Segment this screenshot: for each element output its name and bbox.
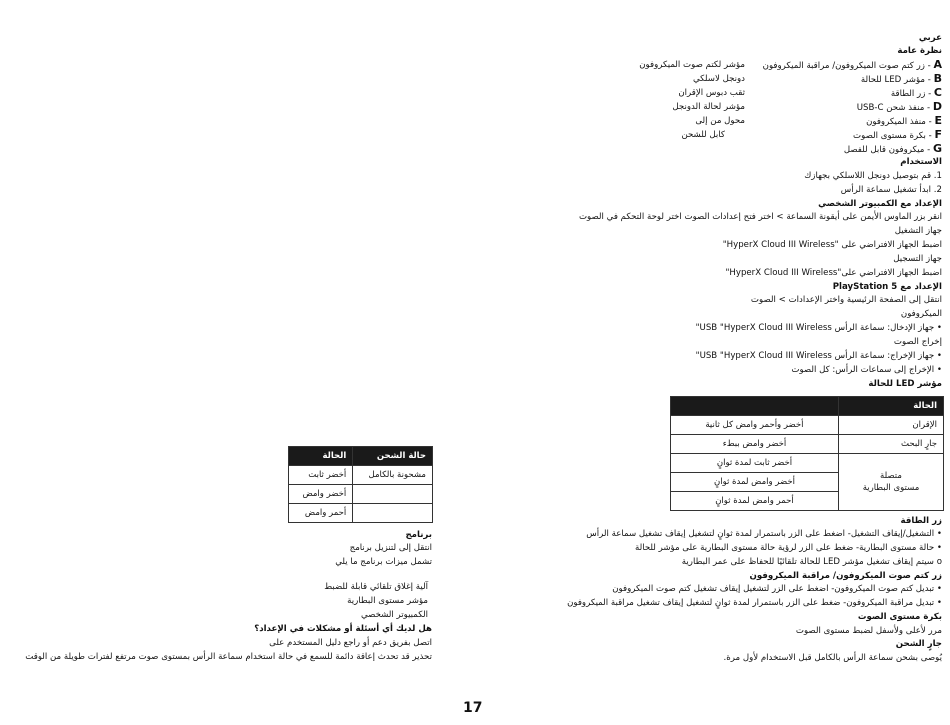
item-text: - منفذ الميكروفون <box>866 117 932 127</box>
mic-mute-heading: زر كتم صوت الميكروفون/ مراقبة الميكروفون <box>749 571 942 581</box>
pc-setup-line: جهاز التسجيل <box>893 254 942 264</box>
usage-step-1: 1. قم بتوصيل دونجل اللاسلكي بجهازك <box>804 171 942 181</box>
item-letter: A <box>933 58 942 71</box>
item-letter: B <box>933 72 942 85</box>
mic-mute-line: • تبديل كتم صوت الميكروفون- اضغط على الزر لتشغيل إيقاف تشغيل كتم صوت الميكروفون <box>612 584 942 594</box>
charge-state: أخضر ثابت <box>289 466 353 485</box>
item-letter: G <box>932 142 942 155</box>
warning-line: تحذير قد تحدث إعاقة دائمة للسمع في حالة استخدام سماعة الرأس بمستوى صوت مرتفع لفترات طويلة من الوقت <box>25 652 432 662</box>
overview-item-e <box>866 115 942 128</box>
led-heading: مؤشر LED للحالة <box>868 379 942 389</box>
ps5-setup-line: • الإخراج إلى سماعات الرأس: كل الصوت <box>791 365 942 375</box>
table-row <box>671 454 944 473</box>
overview-mid-line: كابل للشحن <box>681 130 725 140</box>
item-text: - منفذ شحن USB-C <box>856 103 931 113</box>
led-desc: أخضر وامض لمدة ثوانٍ <box>671 473 839 492</box>
led-desc: أخضر وامض ببطء <box>671 435 839 454</box>
ps5-setup-line: انتقل إلى الصفحة الرئيسية واختر الإعدادات > الصوت <box>750 295 942 305</box>
usage-heading: الاستخدام <box>900 157 942 167</box>
overview-item-f <box>853 129 942 142</box>
table-row <box>671 435 944 454</box>
item-text: - زر الطاقة <box>890 89 932 99</box>
overview-mid-line: محول من إلى <box>695 116 745 126</box>
software-line: تشمل ميزات برنامج ما يلي <box>335 557 432 567</box>
volume-wheel-line: مرر لأعلى ولأسفل لضبط مستوى الصوت <box>795 626 942 636</box>
item-text: - بكرة مستوى الصوت <box>853 131 932 141</box>
software-feature: آلية إغلاق تلقائي قابلة للضبط <box>324 582 428 592</box>
power-button-heading: زر الطاقة <box>900 516 942 526</box>
table-header-charge: حالة الشحن <box>353 447 433 466</box>
item-text: - مؤشر LED للحالة <box>860 75 931 85</box>
ps5-setup-line: الميكروفون <box>900 309 942 319</box>
led-state <box>838 454 943 511</box>
item-letter: C <box>933 86 942 99</box>
overview-mid-line: مؤشر لحالة الدونجل <box>672 102 745 112</box>
ps5-setup-line: • جهاز الإخراج: سماعة الرأس USB "HyperX Cloud III Wireless" <box>695 351 942 361</box>
power-line: • التشغيل/إيقاف التشغيل- اضغط على الزر باستمرار لمدة ثوانٍ لتشغيل إيقاف تشغيل سماعة الرأس <box>586 529 942 539</box>
item-text: - زر كتم صوت الميكروفون/ مراقبة الميكروفون <box>762 61 931 71</box>
pc-setup-line: جهاز التشغيل <box>894 226 942 236</box>
overview-mid-line: دونجل لاسلكي <box>692 74 745 84</box>
table-row <box>289 504 433 523</box>
overview-mid-line: ثقب دبوس الإقران <box>678 88 745 98</box>
help-heading: هل لديك أي أسئلة أو مشكلات في الإعداد؟ <box>254 624 432 634</box>
charge-value: مشحونة بالكامل <box>353 466 433 485</box>
overview-mid-line: مؤشر لكتم صوت الميكروفون <box>639 60 745 70</box>
led-state-battery: مستوى البطارية <box>862 483 920 493</box>
charge-state: أخضر وامض <box>289 485 353 504</box>
led-desc: أخضر ثابت لمدة ثوانٍ <box>671 454 839 473</box>
usage-step-2: 2. ابدأ تشغيل سماعة الرأس <box>840 185 942 195</box>
overview-heading: نظرة عامة <box>897 46 942 56</box>
charging-heading: جارٍ الشحن <box>895 639 942 649</box>
ps5-setup-heading: الإعداد مع PlayStation 5 <box>832 282 942 292</box>
ps5-setup-line: إخراج الصوت <box>893 337 942 347</box>
pc-setup-line: انقر بزر الماوس الأيمن على أيقونة السماعة > اختر فتح إعدادات الصوت اختر لوحة التحكم في الصوت <box>578 212 942 222</box>
pc-setup-line: اضبط الجهاز الافتراضي على "HyperX Cloud III Wireless" <box>722 240 942 250</box>
item-letter: D <box>932 100 942 113</box>
pc-setup-heading: الإعداد مع الكمبيوتر الشخصي <box>818 199 942 209</box>
power-line: • حالة مستوى البطارية- ضغط على الزر لرؤية حالة مستوى البطارية على مؤشر للحالة <box>634 543 942 553</box>
charge-value <box>353 485 433 504</box>
software-line: انتقل إلى لتنزيل برنامج <box>349 543 432 553</box>
overview-item-c <box>891 87 942 100</box>
table-header-row <box>289 447 433 466</box>
page-number: 17 <box>463 700 483 716</box>
led-status-table <box>670 396 944 511</box>
overview-item-g <box>844 143 942 156</box>
item-letter: F <box>934 128 942 141</box>
mic-mute-line: • تبديل مراقبة الميكروفون- ضغط على الزر باستمرار لمدة ثوانٍ لتشغيل إيقاف تشغيل مراقبة الميكروفون <box>567 598 942 608</box>
volume-wheel-heading: بكرة مستوى الصوت <box>857 612 942 622</box>
table-header-state: الحالة <box>838 397 943 416</box>
table-header-state: الحالة <box>289 447 353 466</box>
language-heading: عربي <box>918 33 942 43</box>
software-feature: الكمبيوتر الشخصي <box>360 610 428 620</box>
led-desc: أخضر وأحمر وامض كل ثانية <box>671 416 839 435</box>
software-heading: برنامج <box>405 530 432 540</box>
table-row <box>671 416 944 435</box>
pc-setup-line: اضبط الجهاز الافتراضي على"HyperX Cloud III Wireless" <box>725 268 942 278</box>
item-text: - ميكروفون قابل للفصل <box>843 145 931 155</box>
power-line: o سيتم إيقاف تشغيل مؤشر LED للحالة تلقائيًا للحفاظ على عمر البطارية <box>681 557 942 567</box>
table-row <box>289 466 433 485</box>
table-header-desc <box>671 397 839 416</box>
led-state: جارٍ البحث <box>838 435 943 454</box>
charge-state: أحمر وامض <box>289 504 353 523</box>
led-state: الإقران <box>838 416 943 435</box>
charging-line: يُوصى بشحن سماعة الرأس بالكامل قبل الاستخدام لأول مرة. <box>723 653 942 663</box>
led-desc: أحمر وامض لمدة ثوانٍ <box>671 492 839 511</box>
table-header-row <box>671 397 944 416</box>
charge-value <box>353 504 433 523</box>
overview-item-b <box>861 73 942 86</box>
overview-item-d <box>857 101 942 114</box>
ps5-setup-line: • جهاز الإدخال: سماعة الرأس USB "HyperX Cloud III Wireless" <box>695 323 942 333</box>
item-letter: E <box>934 114 942 127</box>
led-state-connected: متصلة <box>880 471 902 481</box>
overview-item-a <box>763 59 942 72</box>
charge-status-table <box>288 446 433 523</box>
help-line: اتصل بفريق دعم أو راجع دليل المستخدم على <box>269 638 432 648</box>
software-feature: مؤشر مستوى البطارية <box>347 596 428 606</box>
table-row <box>289 485 433 504</box>
